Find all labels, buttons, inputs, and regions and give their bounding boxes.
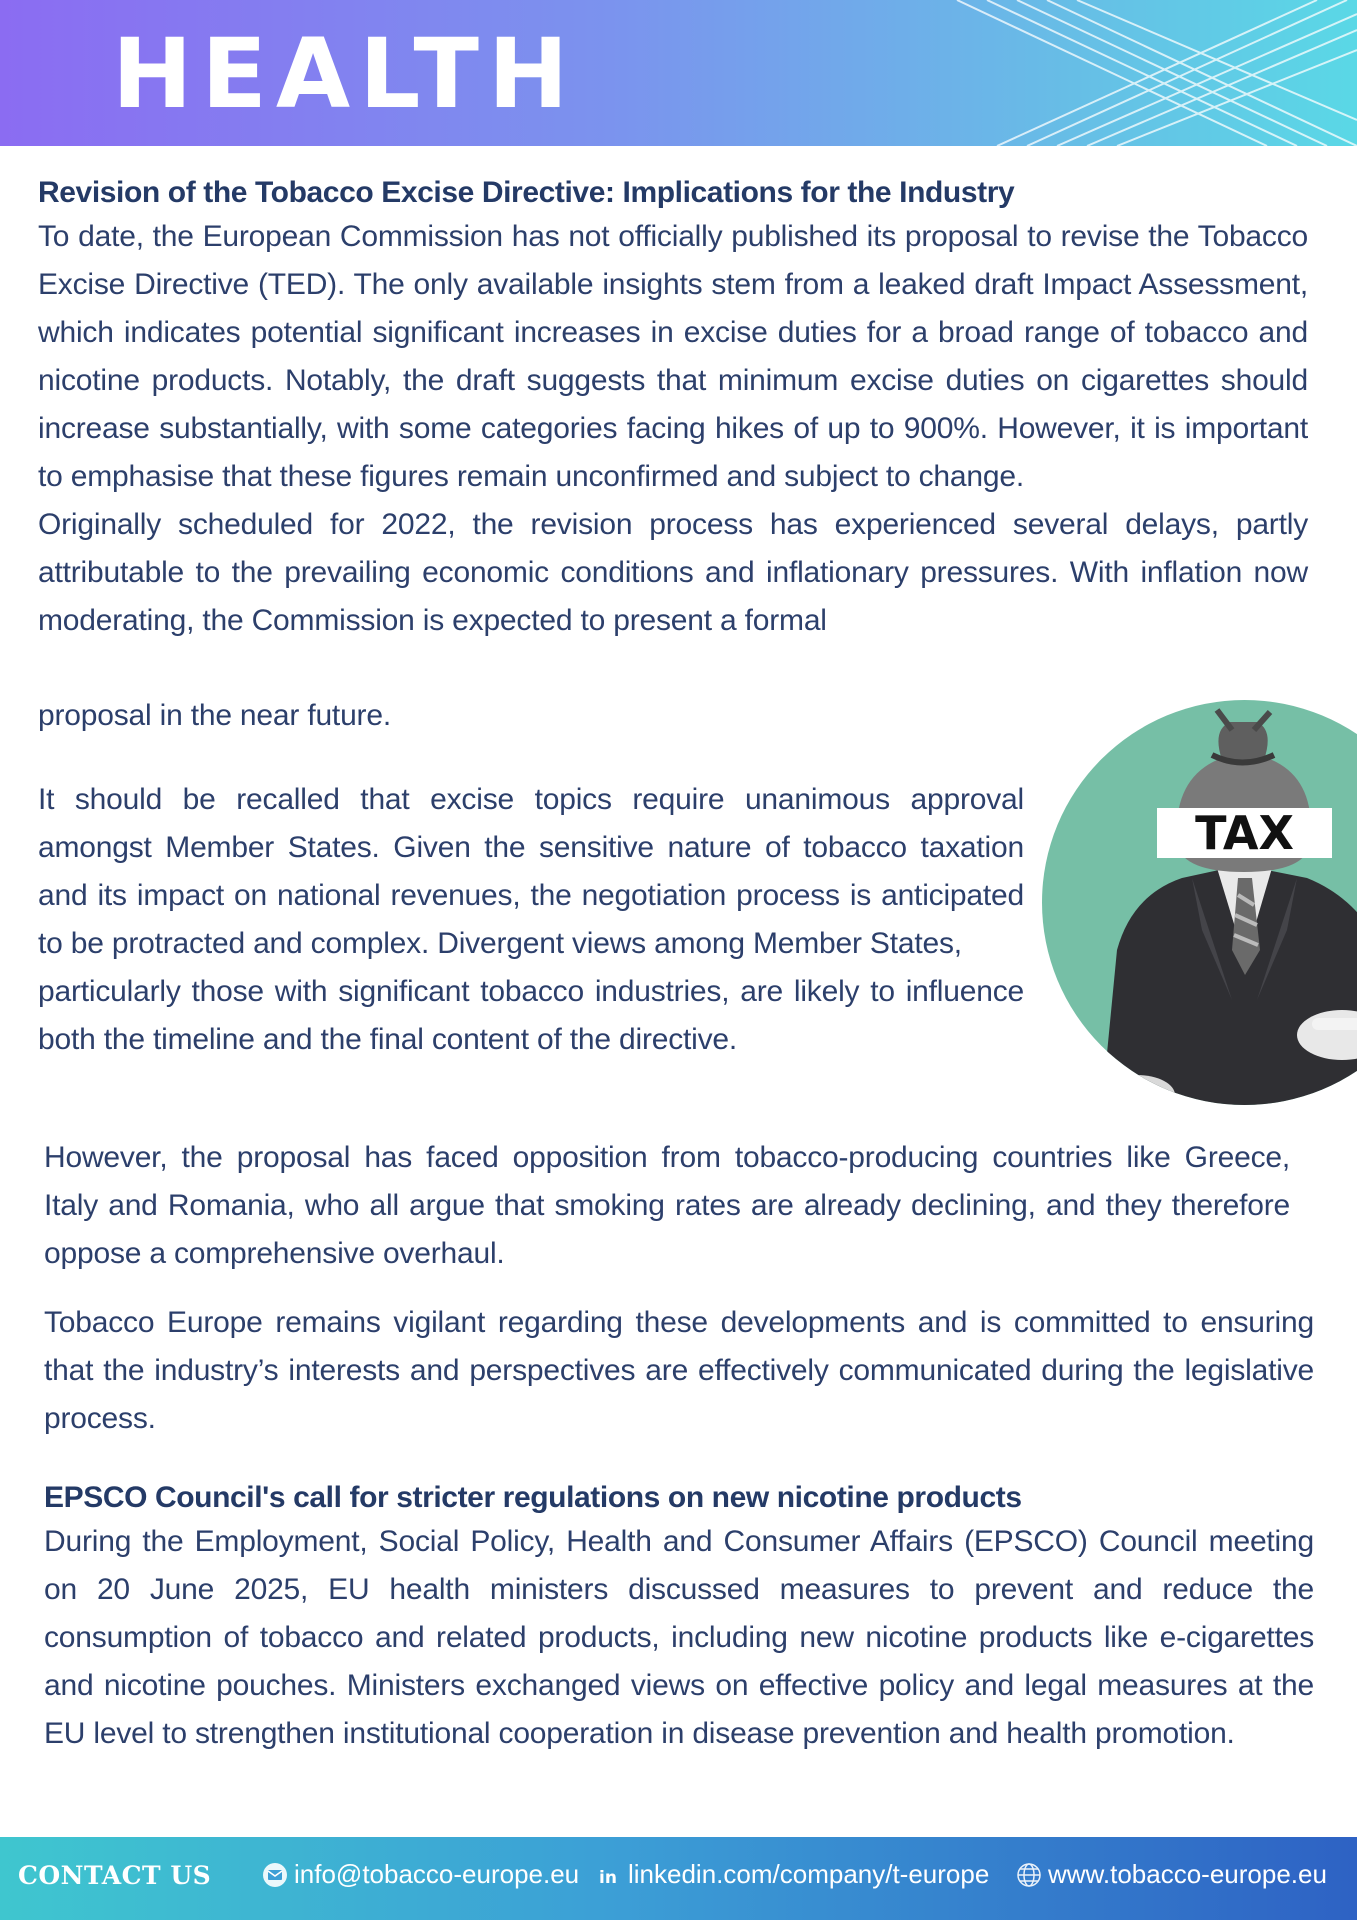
- linkedin-text: linkedin.com/company/t-europe: [628, 1859, 990, 1889]
- article-paragraph-block: [44, 1134, 1290, 1278]
- tax-label: TAX: [1195, 806, 1294, 860]
- article-paragraph: particularly those with significant tobacco industries, are likely to influence both the timeline and the final content of the directive.: [38, 975, 1024, 1056]
- contact-label: CONTACT US: [18, 1861, 212, 1890]
- article-paragraph-block: [44, 1299, 1314, 1443]
- article-paragraph-block: [38, 692, 1038, 740]
- website-text: www.tobacco-europe.eu: [1048, 1859, 1327, 1889]
- email-icon: [262, 1862, 288, 1888]
- article-heading: Revision of the Tobacco Excise Directive: Implications for the Industry: [38, 176, 1015, 209]
- article-paragraph: proposal in the near future.: [38, 699, 391, 732]
- globe-icon: [1016, 1862, 1042, 1888]
- article-paragraph: To date, the European Commission has not officially published its proposal to revise the Tobacco Excise Directive (TED). The only available insights stem from a leaked draft Impact Assessment, which indicates potential significant increases in excise duties for a broad range of tobacco and nicotine products. Notably, the draft suggests that minimum excise duties on cigarettes should increase substantially, with some categories facing hikes of up to 900%. However, it is important to emphasise that these figures remain unconfirmed and subject to change.: [38, 220, 1308, 493]
- article-paragraph: However, the proposal has faced opposition from tobacco-producing countries like Greece, Italy and Romania, who all argue that smoking rates are already declining, and they therefore oppose a comprehensive overhaul.: [44, 1141, 1290, 1270]
- svg-text:in: in: [599, 1867, 617, 1888]
- decorative-lines: [937, 0, 1357, 146]
- article-paragraph: During the Employment, Social Policy, Health and Consumer Affairs (EPSCO) Council meeting on 20 June 2025, EU health ministers discussed measures to prevent and reduce the consumption of tobacco and related products, including new nicotine products like e-cigarettes and nicotine pouches. Ministers exchanged views on effective policy and legal measures at the EU level to strengthen institutional cooperation in disease prevention and health promotion.: [44, 1525, 1314, 1750]
- header-banner: [0, 0, 1357, 146]
- linkedin-link[interactable]: [596, 1859, 989, 1890]
- tax-man-image: [1042, 700, 1357, 1105]
- article-paragraph: It should be recalled that excise topics require unanimous approval amongst Member States. Given the sensitive nature of tobacco taxation and its impact on national revenues, the negotiation process is anticipated to be protracted and complex. Divergent views among Member States,: [38, 783, 1024, 960]
- article-paragraph: Tobacco Europe remains vigilant regarding these developments and is committed to ensuring that the industry’s interests and perspectives are effectively communicated during the legislative process.: [44, 1306, 1314, 1435]
- email-link[interactable]: [262, 1859, 579, 1890]
- footer-contact-bar: [0, 1837, 1357, 1920]
- email-text: info@tobacco-europe.eu: [294, 1859, 580, 1889]
- tax-illustration: [1042, 700, 1357, 1105]
- article-paragraph: Originally scheduled for 2022, the revision process has experienced several delays, partly attributable to the prevailing economic conditions and inflationary pressures. With inflation now moderating, the Commission is expected to present a formal: [38, 508, 1308, 637]
- section-title: HEALTH: [112, 18, 578, 130]
- linkedin-icon: [596, 1862, 622, 1888]
- website-link[interactable]: [1016, 1859, 1327, 1890]
- article-heading: EPSCO Council's call for stricter regulations on new nicotine products: [44, 1481, 1022, 1514]
- article-paragraph-block: [38, 776, 1024, 1064]
- article-tobacco-excise: [38, 173, 1308, 637]
- article-epsco: [44, 1478, 1314, 1758]
